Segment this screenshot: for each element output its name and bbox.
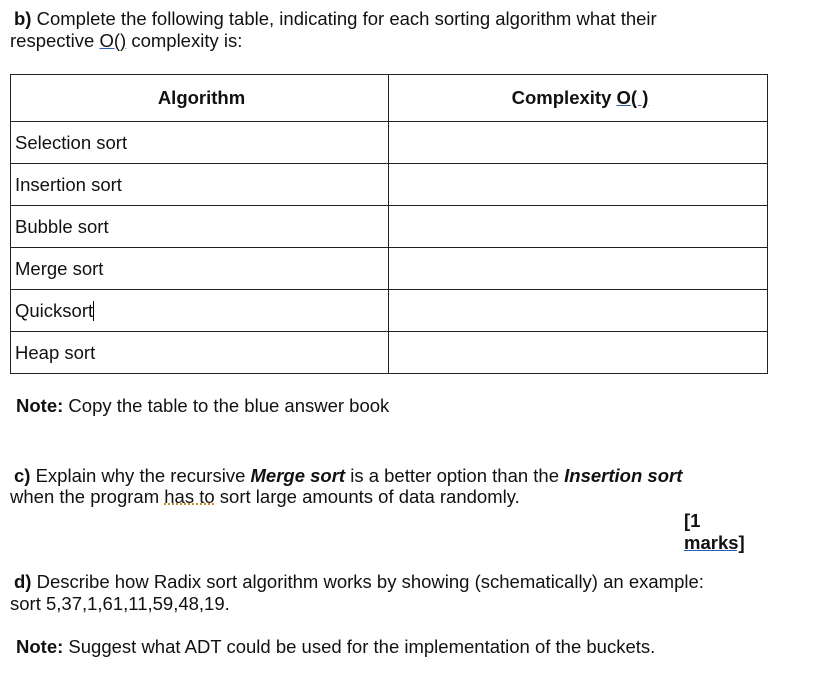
text: Explain why the recursive [30, 465, 251, 486]
table-row [11, 164, 768, 206]
grammar-flag[interactable]: has to [164, 486, 215, 507]
table-row [11, 332, 768, 374]
complexity-cell[interactable] [389, 332, 768, 374]
complexity-cell[interactable] [389, 290, 768, 332]
complexity-cell[interactable] [389, 206, 768, 248]
algorithm-cell[interactable]: Merge sort [11, 248, 389, 290]
algorithm-cell[interactable]: Selection sort [11, 122, 389, 164]
complexity-cell[interactable] [389, 248, 768, 290]
text: complexity is: [126, 30, 243, 51]
text: Describe how Radix sort algorithm works by showing (schematically) an example: [31, 571, 704, 592]
note-text: Copy the table to the blue answer book [63, 395, 390, 416]
text: respective [10, 30, 100, 51]
table-row [11, 206, 768, 248]
complexity-cell[interactable] [389, 122, 768, 164]
table-row [11, 122, 768, 164]
text-cursor [93, 301, 94, 321]
header-complexity [389, 75, 768, 122]
note-text: Suggest what ADT could be used for the implementation of the buckets. [63, 636, 656, 657]
big-o-link[interactable]: O( ) [616, 87, 649, 108]
algorithm-text: Quicksort [15, 299, 94, 321]
note-label: Note: [16, 395, 64, 416]
part-d-line2: sort 5,37,1,61,11,59,48,19. [10, 593, 230, 614]
header-complexity-text: Complexity [511, 87, 617, 108]
table-row [11, 290, 768, 332]
marks-line2: marks] [684, 532, 745, 553]
part-b-text: Complete the following table, indicating for each sorting algorithm what their [31, 8, 657, 29]
part-d-label: d) [14, 571, 32, 592]
algorithm-cell[interactable]: Bubble sort [11, 206, 389, 248]
part-b-line2 [10, 30, 242, 52]
part-d-line1 [14, 571, 704, 593]
note-adt [16, 636, 655, 658]
text: is a better option than the [345, 465, 565, 486]
header-algorithm: Algorithm [11, 75, 389, 122]
table-row [11, 248, 768, 290]
note-label: Note: [16, 636, 64, 657]
algorithm-cell[interactable]: Heap sort [11, 332, 389, 374]
text: sort large amounts of data randomly. [214, 486, 520, 507]
part-b-line1 [14, 8, 657, 30]
text: when the program [10, 486, 165, 507]
complexity-cell[interactable] [389, 164, 768, 206]
part-c-label: c) [14, 465, 31, 486]
part-c-line2 [10, 486, 520, 508]
part-b-label: b) [14, 8, 32, 29]
algorithm-cell[interactable] [11, 290, 389, 332]
table-header-row [11, 75, 768, 122]
complexity-table [10, 74, 768, 374]
part-c-line1 [14, 465, 682, 487]
algorithm-cell[interactable]: Insertion sort [11, 164, 389, 206]
marks-line1: [1 [684, 510, 701, 531]
note-copy-table [16, 395, 389, 417]
big-o-link[interactable]: O() [99, 30, 127, 51]
insertion-sort-emphasis: Insertion sort [564, 465, 683, 486]
merge-sort-emphasis: Merge sort [250, 465, 346, 486]
